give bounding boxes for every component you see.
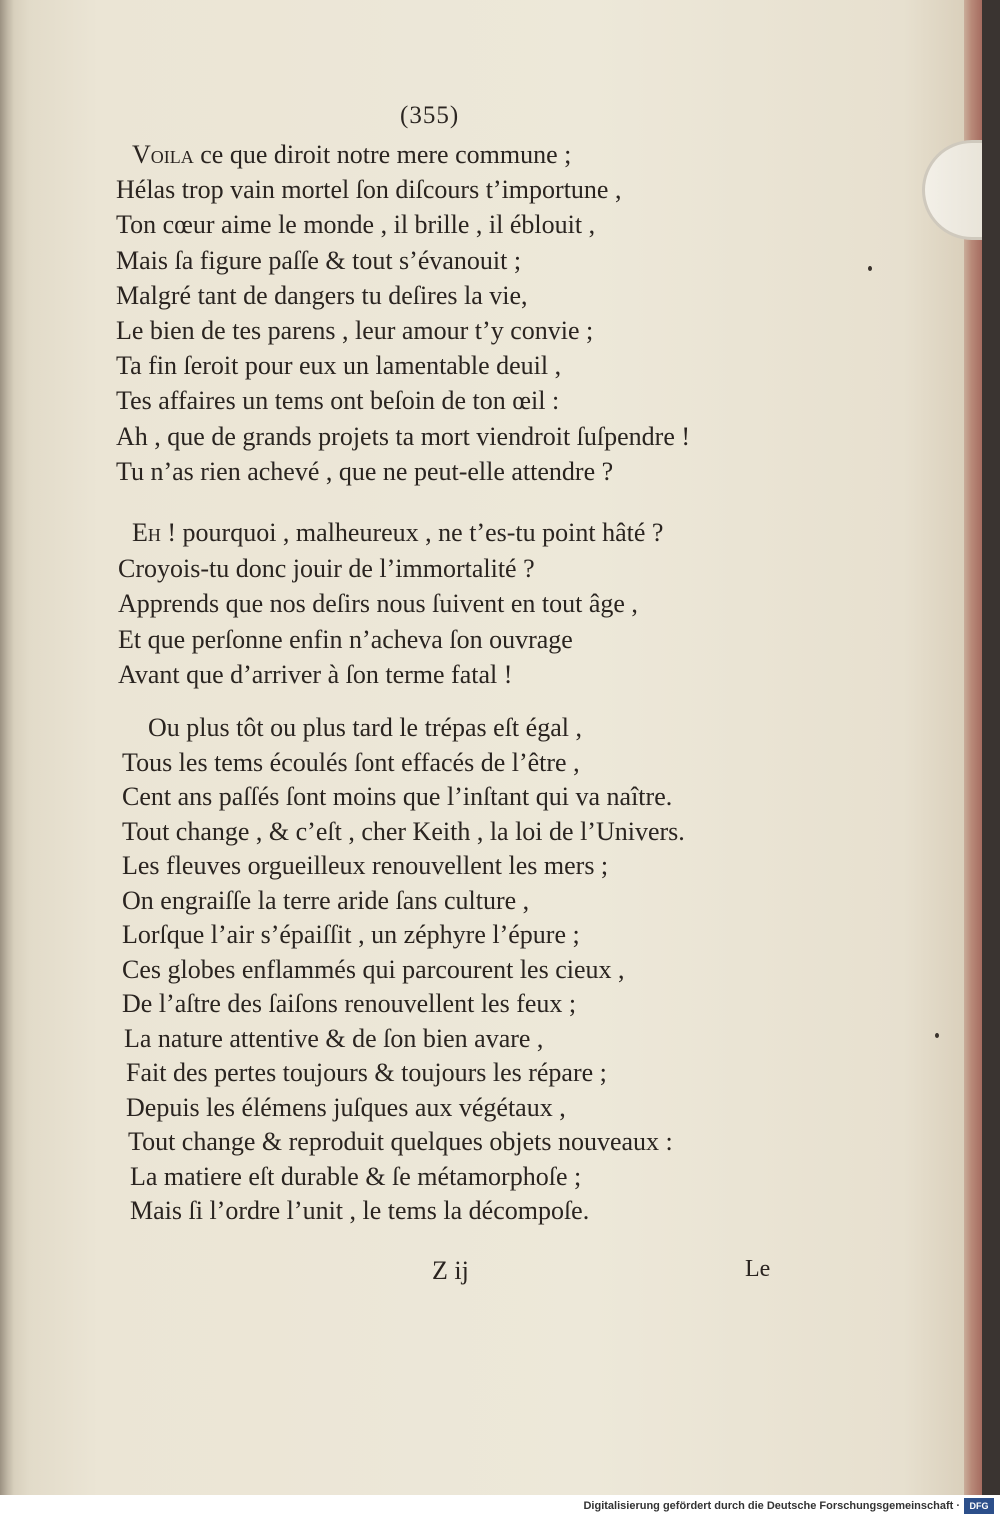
poem-line (122, 955, 625, 985)
poem-line (148, 713, 582, 743)
line-text: Avant que d’arriver à ſon terme fatal ! (118, 660, 513, 689)
poem-line (116, 386, 559, 416)
line-text: Tout change & reproduit quelques objets nouveaux : (128, 1127, 673, 1156)
line-text: On engraiſſe la terre aride ſans culture , (122, 885, 530, 915)
ink-speck (935, 1033, 939, 1038)
poem-line (118, 625, 573, 655)
line-text: Hélas trop vain mortel ſon diſcours t’importune , (116, 175, 622, 205)
poem-line (118, 589, 638, 619)
line-text: De l’aſtre des ſaiſons renouvellent les feux ; (122, 989, 577, 1018)
poem-line (122, 748, 580, 778)
poem-line (132, 518, 663, 548)
dfg-logo: DFG (964, 1498, 994, 1514)
line-text: ce que diroit notre mere commune ; (193, 140, 572, 169)
poem-line (116, 175, 621, 205)
line-text: Mais ſi l’ordre l’unit , le tems la décompoſe. (130, 1196, 590, 1225)
poem-line (122, 851, 608, 881)
page-clip (922, 140, 982, 240)
line-text: Le bien de tes parens , leur amour t’y convie ; (116, 316, 594, 345)
poem-line (126, 1058, 607, 1088)
line-text: Fait des pertes toujours & toujours les répare ; (126, 1058, 607, 1087)
poem-line (116, 316, 593, 346)
poem-line (122, 920, 580, 950)
stanza-lead-word: Eh (132, 518, 161, 547)
ink-speck (868, 266, 872, 271)
line-text: ! pourquoi , malheureux , ne t’es-tu point hâté ? (160, 518, 664, 547)
poem-line (132, 140, 571, 170)
poem-line (122, 989, 576, 1019)
line-text: Les fleuves orgueilleux renouvellent les mers ; (122, 851, 609, 880)
poem-line (122, 886, 529, 916)
poem-line (124, 1024, 543, 1054)
line-text: Lorſque l’air s’épaiſſit , un zéphyre l’épure ; (122, 920, 580, 949)
line-text: Tous les tems écoulés ſont effacés de l’être , (122, 747, 580, 777)
poem-line (116, 351, 561, 381)
line-text: Tout change , & c’eſt , cher Keith , la loi de l’Univers. (122, 816, 685, 846)
page-number: (355) (400, 102, 460, 129)
poem-line (116, 246, 521, 276)
line-text: La nature attentive & de ſon bien avare , (124, 1023, 544, 1053)
footer-credit: Digitalisierung gefördert durch die Deutsche Forschungsgemeinschaft · (583, 1500, 960, 1512)
catchword: Le (745, 1256, 771, 1282)
gutter-shadow (0, 0, 14, 1495)
line-text: Croyois-tu donc jouir de l’immortalité ? (118, 553, 535, 583)
line-text: Cent ans paſſés ſont moins que l’inſtant qui va naître. (122, 782, 673, 811)
line-text: Ah , que de grands projets ta mort viendroit ſuſpendre ! (116, 421, 691, 451)
poem-line (116, 281, 528, 311)
poem-line (118, 660, 512, 690)
poem-line (130, 1196, 589, 1226)
line-text: Tes affaires un tems ont beſoin de ton œil : (116, 386, 560, 416)
stanza-lead-word: Voila (132, 140, 194, 169)
poem-line (130, 1162, 581, 1192)
line-text: Ton cœur aime le monde , il brille , il éblouit , (116, 210, 596, 240)
poem-line (118, 554, 535, 584)
poem-line (116, 210, 595, 240)
line-text: Apprends que nos deſirs nous ſuivent en tout âge , (118, 589, 638, 618)
signature-mark: Z ij (432, 1256, 469, 1285)
line-text: La matiere eſt durable & ſe métamorphoſe ; (130, 1161, 582, 1191)
line-text: Et que perſonne enfin n’acheva ſon ouvrage (118, 624, 573, 654)
line-text: Ou plus tôt ou plus tard le trépas eſt égal , (148, 713, 582, 742)
poem-line (122, 817, 685, 847)
line-text: Tu n’as rien achevé , que ne peut-elle attendre ? (116, 456, 614, 486)
line-text: Malgré tant de dangers tu deſires la vie, (116, 280, 528, 310)
poem-line (128, 1127, 673, 1157)
line-text: Ta fin ſeroit pour eux un lamentable deuil , (116, 351, 562, 381)
line-text: Depuis les élémens juſques aux végétaux , (126, 1092, 566, 1122)
poem-line (122, 782, 672, 812)
line-text: Mais ſa figure paſſe & tout s’évanouit ; (116, 245, 522, 275)
line-text: Ces globes enflammés qui parcourent les cieux , (122, 954, 625, 984)
poem-line (116, 422, 690, 452)
poem-line (116, 457, 613, 487)
poem-line (126, 1093, 566, 1123)
